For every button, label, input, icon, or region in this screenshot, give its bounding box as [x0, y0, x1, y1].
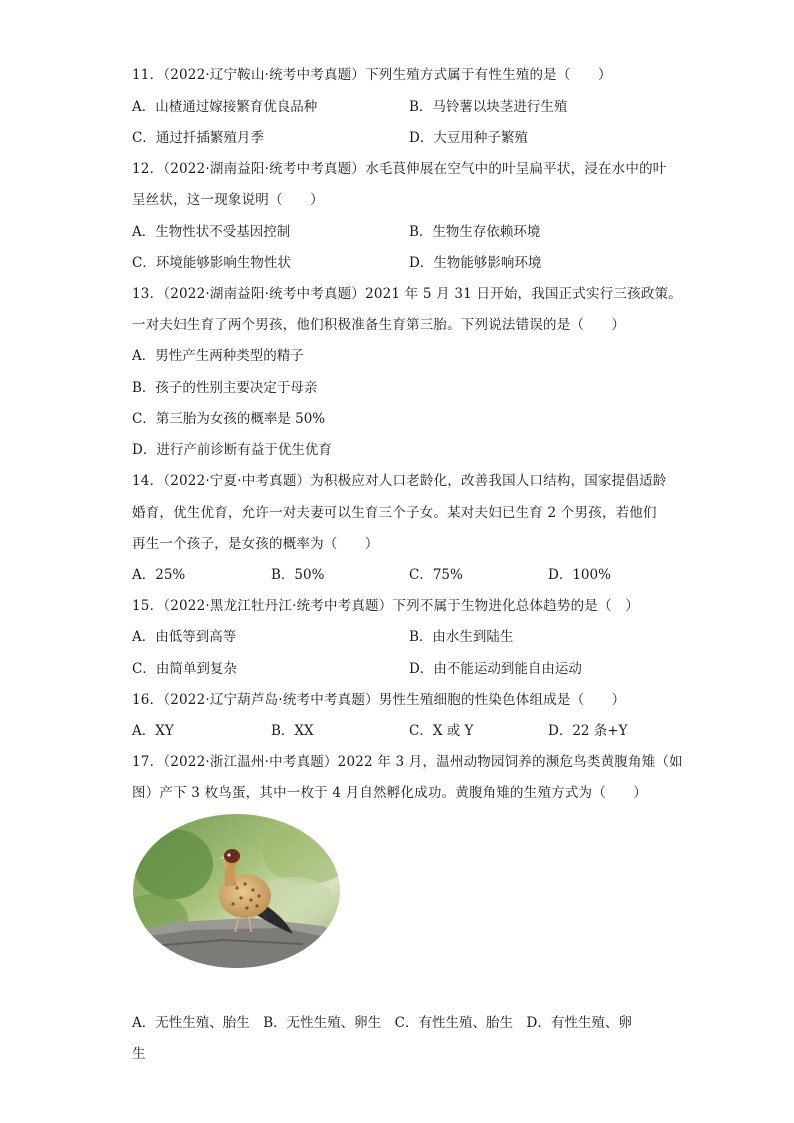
- question-14-stem-line-2: 婚育，优生优育，允许一对夫妻可以生育三个子女。某对夫妇已生育 2 个男孩，若他们: [132, 505, 657, 521]
- question-12-option-d: D．生物能够影响环境: [409, 255, 542, 271]
- question-17-stem-line-2: 图）产下 3 枚鸟蛋，其中一枚于 4 月自然孵化成功。黄腹角雉的生殖方式为（ ）: [132, 785, 648, 801]
- question-11-option-c: C．通过扦插繁殖月季: [132, 130, 264, 146]
- question-12-stem-line-2: 呈丝状，这一现象说明（ ）: [132, 192, 324, 208]
- pheasant-bird-photo: [133, 814, 340, 968]
- question-14-option-d: D．100%: [548, 567, 611, 583]
- question-13-stem-line-1: 13．（2022·湖南益阳·统考中考真题）2021 年 5 月 31 日开始，我国正式实行三孩政策。: [132, 286, 682, 302]
- question-12-option-b: B．生物生存依赖环境: [409, 224, 541, 240]
- question-11-option-d: D．大豆用种子繁殖: [409, 130, 528, 146]
- question-14-option-a: A．25%: [132, 567, 186, 583]
- question-13-option-b: B．孩子的性别主要决定于母亲: [132, 380, 318, 396]
- question-17-options: A．无性生殖、胎生 B．无性生殖、卵生 C．有性生殖、胎生 D．有性生殖、卵: [132, 1015, 632, 1031]
- question-15-stem: 15．（2022·黑龙江牡丹江·统考中考真题）下列不属于生物进化总体趋势的是（ ）: [132, 598, 640, 614]
- question-11-option-a: A．山楂通过嫁接繁育优良品种: [132, 99, 318, 115]
- question-16-option-c: C．X 或 Y: [409, 723, 474, 739]
- question-12-stem-line-1: 12．（2022·湖南益阳·统考中考真题）水毛茛伸展在空气中的叶呈扁平状，浸在水中的叶: [132, 161, 667, 177]
- question-11-stem: 11．（2022·辽宁鞍山·统考中考真题）下列生殖方式属于有性生殖的是（ ）: [132, 67, 612, 83]
- question-17-options-wrap: 生: [132, 1046, 146, 1062]
- question-16-option-b: B．XX: [271, 723, 314, 739]
- question-15-option-b: B．由水生到陆生: [409, 629, 514, 645]
- question-14-stem-line-1: 14．（2022·宁夏·中考真题）为积极应对人口老龄化，改善我国人口结构，国家提倡适龄: [132, 473, 667, 489]
- question-14-option-b: B．50%: [271, 567, 325, 583]
- question-13-option-a: A．男性产生两种类型的精子: [132, 348, 304, 364]
- question-16-option-a: A．XY: [132, 723, 174, 739]
- question-15-option-a: A．由低等到高等: [132, 629, 237, 645]
- question-12-option-c: C．环境能够影响生物性状: [132, 255, 291, 271]
- question-14-stem-line-3: 再生一个孩子，是女孩的概率为（ ）: [132, 536, 379, 552]
- question-11-option-b: B．马铃薯以块茎进行生殖: [409, 99, 568, 115]
- question-13-stem-line-2: 一对夫妇生育了两个男孩，他们积极准备生育第三胎。下列说法错误的是（ ）: [132, 317, 626, 333]
- question-15-option-c: C．由简单到复杂: [132, 661, 237, 677]
- question-13-option-c: C．第三胎为女孩的概率是 50%: [132, 411, 326, 427]
- question-12-option-a: A．生物性状不受基因控制: [132, 224, 291, 240]
- question-15-option-d: D．由不能运动到能自由运动: [409, 661, 582, 677]
- question-14-option-c: C．75%: [409, 567, 463, 583]
- question-16-option-d: D．22 条+Y: [548, 723, 628, 739]
- question-17-stem-line-1: 17．（2022·浙江温州·中考真题）2022 年 3 月，温州动物园饲养的濒危鸟类黄腹角雉（如: [132, 754, 683, 770]
- question-13-option-d: D．进行产前诊断有益于优生优育: [132, 442, 332, 458]
- question-16-stem: 16．（2022·辽宁葫芦岛·统考中考真题）男性生殖细胞的性染色体组成是（ ）: [132, 692, 626, 708]
